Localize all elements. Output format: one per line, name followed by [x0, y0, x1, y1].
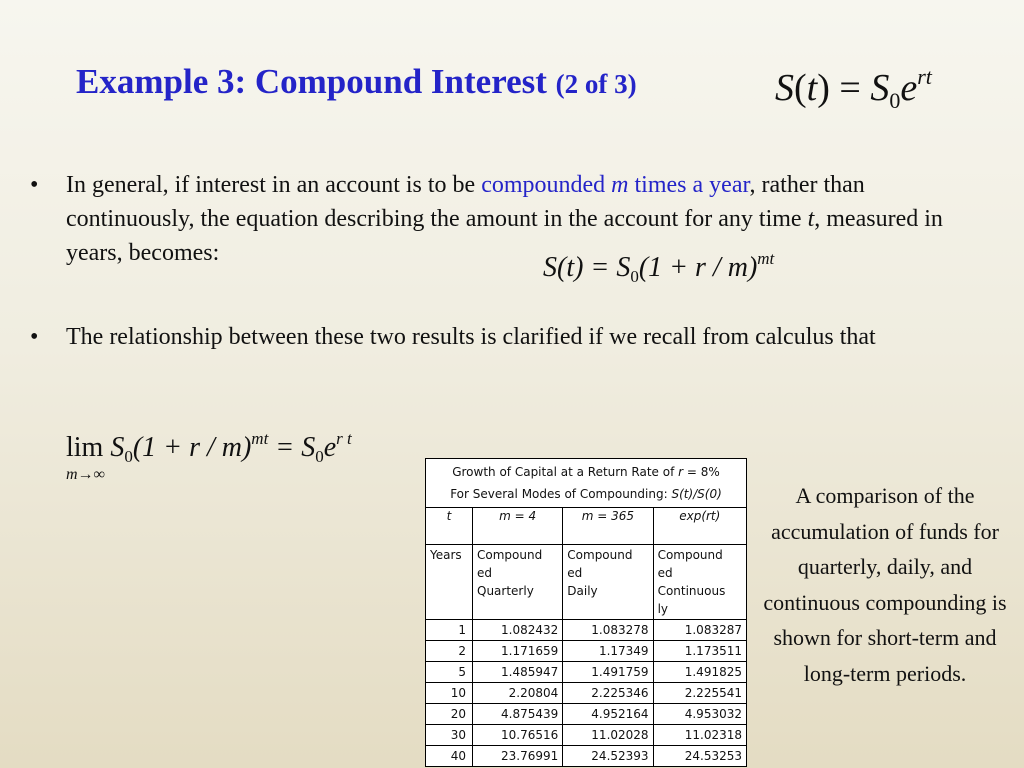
- table-cell: 11.02028: [563, 725, 653, 746]
- bullet-1-text-before: In general, if interest in an account is to be: [66, 172, 482, 198]
- table-cell: 2.225346: [563, 683, 653, 704]
- table-cell: 1: [426, 620, 473, 641]
- limit-symbol-S: S: [110, 432, 125, 463]
- table-cell: 1.173511: [653, 641, 746, 662]
- table-mode-continuous: Compound ed Continuous ly: [653, 545, 746, 620]
- table-caption: [426, 459, 747, 508]
- limit-subscript-0: 0: [124, 447, 133, 466]
- table-cell: 1.491825: [653, 662, 746, 683]
- table-cell: 1.485947: [473, 662, 563, 683]
- limit-formula: [66, 429, 352, 483]
- table-mode-row: [426, 545, 747, 620]
- limit-operator: [66, 432, 105, 483]
- formula-symbol-S: S: [775, 67, 794, 109]
- table-cell: 23.76991: [473, 746, 563, 767]
- table-row: [426, 641, 747, 662]
- table-row: [426, 704, 747, 725]
- limit-lim-text: lim: [66, 432, 104, 463]
- limit-exponent-rt: r t: [336, 429, 352, 448]
- table-caption-rate: = 8%: [683, 465, 720, 479]
- table-caption-row: [426, 459, 747, 508]
- formula-equals: =: [839, 67, 861, 109]
- bullet-dot: •: [30, 172, 39, 198]
- limit-exponent-mt: mt: [251, 429, 269, 448]
- table-caption-ratio: S(t)/S(0): [671, 487, 722, 501]
- bullet-1-highlight-times-a-year: times a year: [628, 172, 750, 198]
- compound-m-formula: [543, 249, 775, 286]
- table-cell: 40: [426, 746, 473, 767]
- limit-symbol-e: e: [323, 432, 337, 463]
- slide-title: [76, 62, 637, 102]
- table-cell: 1.491759: [563, 662, 653, 683]
- formula-paren-open: (: [794, 67, 807, 109]
- formula-m-subscript-0: 0: [630, 267, 639, 286]
- bullet-2: [30, 320, 1024, 354]
- growth-table: [425, 458, 747, 767]
- table-caption-line1: Growth of Capital at a Return Rate of: [452, 465, 679, 479]
- table-cell: 11.02318: [653, 725, 746, 746]
- table-header-row: [426, 508, 747, 545]
- formula-symbol-e: e: [900, 67, 918, 109]
- table-cell: 1.083287: [653, 620, 746, 641]
- table-header-t: t: [426, 508, 473, 545]
- table-header-quarterly: m = 4: [473, 508, 563, 545]
- table-cell: 1.171659: [473, 641, 563, 662]
- bullet-1-highlight-m: m: [611, 172, 629, 198]
- formula-symbol-S0: S: [870, 67, 890, 109]
- table-cell: 5: [426, 662, 473, 683]
- table-row: [426, 620, 747, 641]
- table-mode-years: Years: [426, 545, 473, 620]
- table-cell: 1.17349: [563, 641, 653, 662]
- limit-equals-S: = S: [268, 432, 316, 463]
- table-cell: 4.952164: [563, 704, 653, 725]
- formula-exponent-rt: rt: [917, 64, 932, 89]
- slide-title-part: (2 of 3): [555, 69, 637, 99]
- table-cell: 2: [426, 641, 473, 662]
- formula-m-body: (1 + r / m): [638, 252, 758, 283]
- bullet-1-var-t: t: [807, 206, 815, 232]
- table-cell: 2.225541: [653, 683, 746, 704]
- limit-under-text: m→∞: [66, 466, 105, 483]
- table-cell: 1.082432: [473, 620, 563, 641]
- table-caption-var-r: r: [678, 465, 684, 479]
- limit-body: (1 + r / m): [132, 432, 252, 463]
- table-cell: 20: [426, 704, 473, 725]
- table-row: [426, 725, 747, 746]
- table-mode-quarterly: Compound ed Quarterly: [473, 545, 563, 620]
- formula-m-exponent: mt: [757, 249, 775, 268]
- table-cell: 10: [426, 683, 473, 704]
- formula-subscript-0: 0: [889, 88, 901, 113]
- table-cell: 10.76516: [473, 725, 563, 746]
- formula-m-lhs: S(t) = S: [543, 252, 631, 283]
- table-mode-daily: Compound ed Daily: [563, 545, 653, 620]
- bullet-1-text: [30, 168, 990, 270]
- table-row: [426, 746, 747, 767]
- table-body: [426, 620, 747, 767]
- bullet-1: [30, 168, 990, 270]
- table-caption-line2: For Several Modes of Compounding:: [450, 487, 672, 501]
- formula-paren-close: ): [817, 67, 830, 109]
- table-cell: 24.52393: [563, 746, 653, 767]
- bullet-1-highlight-compounded: compounded: [481, 172, 612, 198]
- table-cell: 2.20804: [473, 683, 563, 704]
- bullet-1-text-after: , measured in years, becomes:: [66, 206, 943, 266]
- side-caption: A comparison of the accumulation of funds for quarterly, daily, and continuous compounding is shown for short-term and long-term periods.: [763, 483, 1007, 686]
- table-cell: 4.875439: [473, 704, 563, 725]
- table-header-continuous: exp(rt): [653, 508, 746, 545]
- limit-subscript-0b: 0: [315, 447, 324, 466]
- table-row: [426, 683, 747, 704]
- formula-symbol-t: t: [806, 67, 818, 109]
- slide-title-main: Example 3: Compound Interest: [76, 62, 547, 101]
- table-cell: 4.953032: [653, 704, 746, 725]
- table-row: [426, 662, 747, 683]
- bullet-2-text: The relationship between these two results is clarified if we recall from calculus that: [66, 324, 876, 350]
- continuous-formula: [775, 64, 932, 113]
- table-cell: 30: [426, 725, 473, 746]
- table-header-daily: m = 365: [563, 508, 653, 545]
- table-cell: 24.53253: [653, 746, 746, 767]
- bullet-dot: •: [30, 324, 39, 350]
- table-cell: 1.083278: [563, 620, 653, 641]
- bullet-1-text-mid: , rather than continuously, the equation describing the amount in the account for any time: [66, 172, 865, 232]
